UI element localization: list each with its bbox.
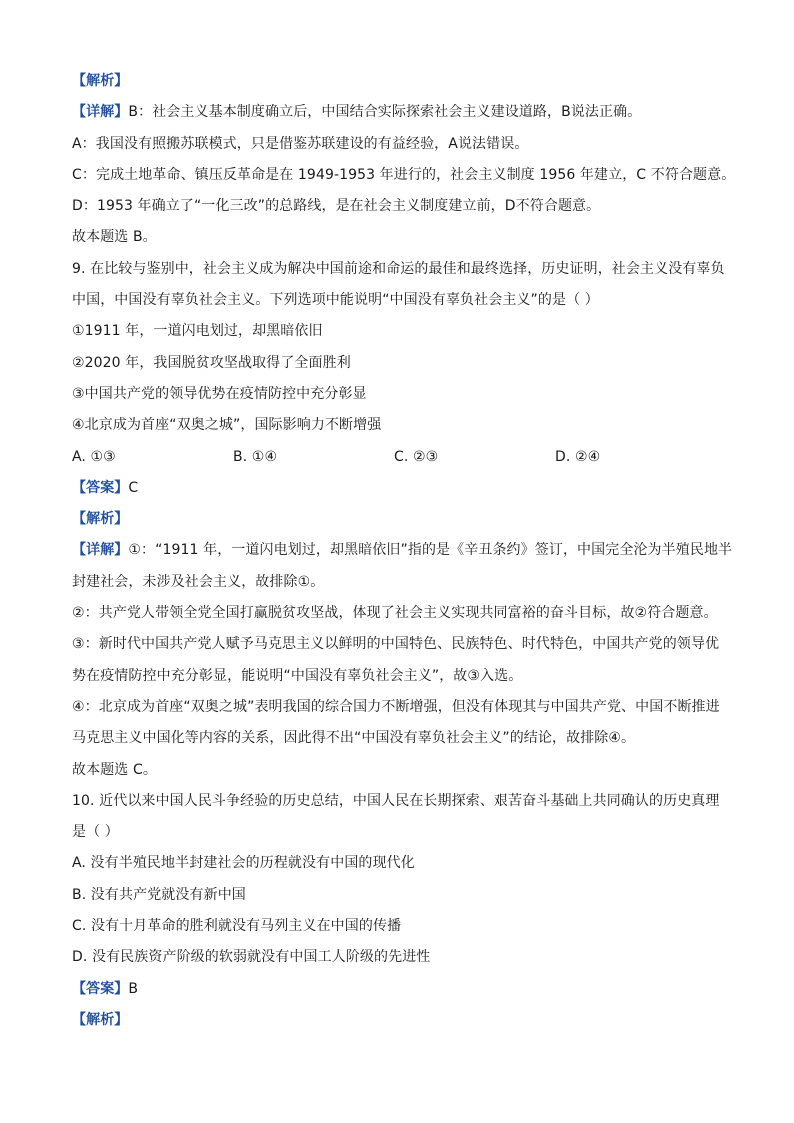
question-10-analysis-heading	[72, 1005, 732, 1036]
answer-tag: 【答案】	[72, 479, 129, 496]
question-10-answer	[72, 974, 732, 1005]
question-9-detail-1-text: ①：“1911 年，一道闪电划过，却黑暗依旧”指的是《辛丑条约》签订，中国完全沦为半殖民地半	[128, 542, 733, 559]
question-10-option-d: D. 没有民族资产阶级的软弱就没有中国工人阶级的先进性	[72, 949, 431, 966]
question-9-item-4: ④北京成为首座“双奥之城”，国际影响力不断增强	[72, 417, 382, 434]
question-9-conclusion: 故本题选 C。	[72, 761, 157, 778]
question-9-item-3: ③中国共产党的领导优势在疫情防控中充分彰显	[72, 385, 367, 402]
question-9-detail-3-line-2: 势在疫情防控中充分彰显，能说明“中国没有辜负社会主义”，故③入选。	[72, 667, 523, 684]
question-10-option-b: B. 没有共产党就没有新中国	[72, 886, 246, 903]
question-9-answer-value: C	[128, 479, 139, 496]
document-page	[72, 66, 736, 1036]
detail-text: B：社会主义基本制度确立后，中国结合实际探索社会主义建设道路，B说法正确。	[128, 104, 642, 121]
question-9-option-d: D. ②④	[555, 448, 601, 465]
question-10-answer-value: B	[128, 980, 139, 997]
conclusion: 故本题选 B。	[72, 229, 157, 246]
analysis-tag: 【解析】	[72, 511, 129, 528]
question-9-detail-3-line-1: ③：新时代中国共产党人赋予马克思主义以鲜明的中国特色、民族特色、时代特色，中国共产党的领导优	[72, 636, 720, 653]
explanation-c: C：完成土地革命、镇压反革命是在 1949-1953 年进行的，社会主义制度 1956 年建立，C 不符合题意。	[72, 166, 736, 183]
detail-tag: 【详解】	[72, 104, 129, 121]
answer-tag: 【答案】	[72, 980, 129, 997]
question-10-stem-line-1: 10. 近代以来中国人民斗争经验的历史总结，中国人民在长期探索、艰苦奋斗基础上共同确认的历史真理	[72, 792, 720, 809]
explanation-a: A：我国没有照搬苏联模式，只是借鉴苏联建设的有益经验，A说法错误。	[72, 135, 529, 152]
detail-line	[72, 97, 732, 128]
question-9-detail-4-line-2: 马克思主义中国化等内容的关系，因此得不出“中国没有辜负社会主义”的结论，故排除④。	[72, 730, 636, 747]
analysis-tag: 【解析】	[72, 73, 129, 89]
question-9-answer	[72, 473, 732, 504]
question-9-option-a: A. ①③	[72, 448, 116, 465]
question-9-detail-1-line-2: 封建社会，未涉及社会主义，故排除①。	[72, 573, 325, 590]
question-10-option-a: A. 没有半殖民地半封建社会的历程就没有中国的现代化	[72, 855, 415, 872]
question-9-item-1: ①1911 年，一道闪电划过，却黑暗依旧	[72, 323, 323, 340]
question-9-options	[72, 442, 732, 473]
analysis-tag: 【解析】	[72, 1011, 129, 1028]
question-10-option-c: C. 没有十月革命的胜利就没有马列主义在中国的传播	[72, 918, 402, 935]
question-9-detail-1-line-1	[72, 535, 732, 566]
analysis-heading	[72, 66, 732, 97]
detail-tag: 【详解】	[72, 542, 129, 559]
question-9-option-b: B. ①④	[233, 448, 278, 465]
question-9-item-2: ②2020 年，我国脱贫攻坚战取得了全面胜利	[72, 354, 351, 371]
question-9-detail-4-line-1: ④：北京成为首座“双奥之城”表明我国的综合国力不断增强，但没有体现其与中国共产党、中国不断推进	[72, 698, 720, 715]
question-9-stem-line-2: 中国，中国没有辜负社会主义。下列选项中能说明“中国没有辜负社会主义”的是（ ）	[72, 292, 599, 309]
question-9-option-c: C. ②③	[394, 448, 439, 465]
question-9-detail-2: ②：共产党人带领全党全国打赢脱贫攻坚战，体现了社会主义实现共同富裕的奋斗目标，故②符合题意。	[72, 605, 718, 622]
question-10-stem-line-2: 是（ ）	[72, 824, 119, 841]
explanation-d: D：1953 年确立了“一化三改”的总路线，是在社会主义制度建立前，D不符合题意。	[72, 198, 601, 215]
question-9-analysis-heading	[72, 504, 732, 535]
question-9-stem-line-1: 9. 在比较与鉴别中，社会主义成为解决中国前途和命运的最佳和最终选择，历史证明，社会主义没有辜负	[72, 260, 725, 277]
